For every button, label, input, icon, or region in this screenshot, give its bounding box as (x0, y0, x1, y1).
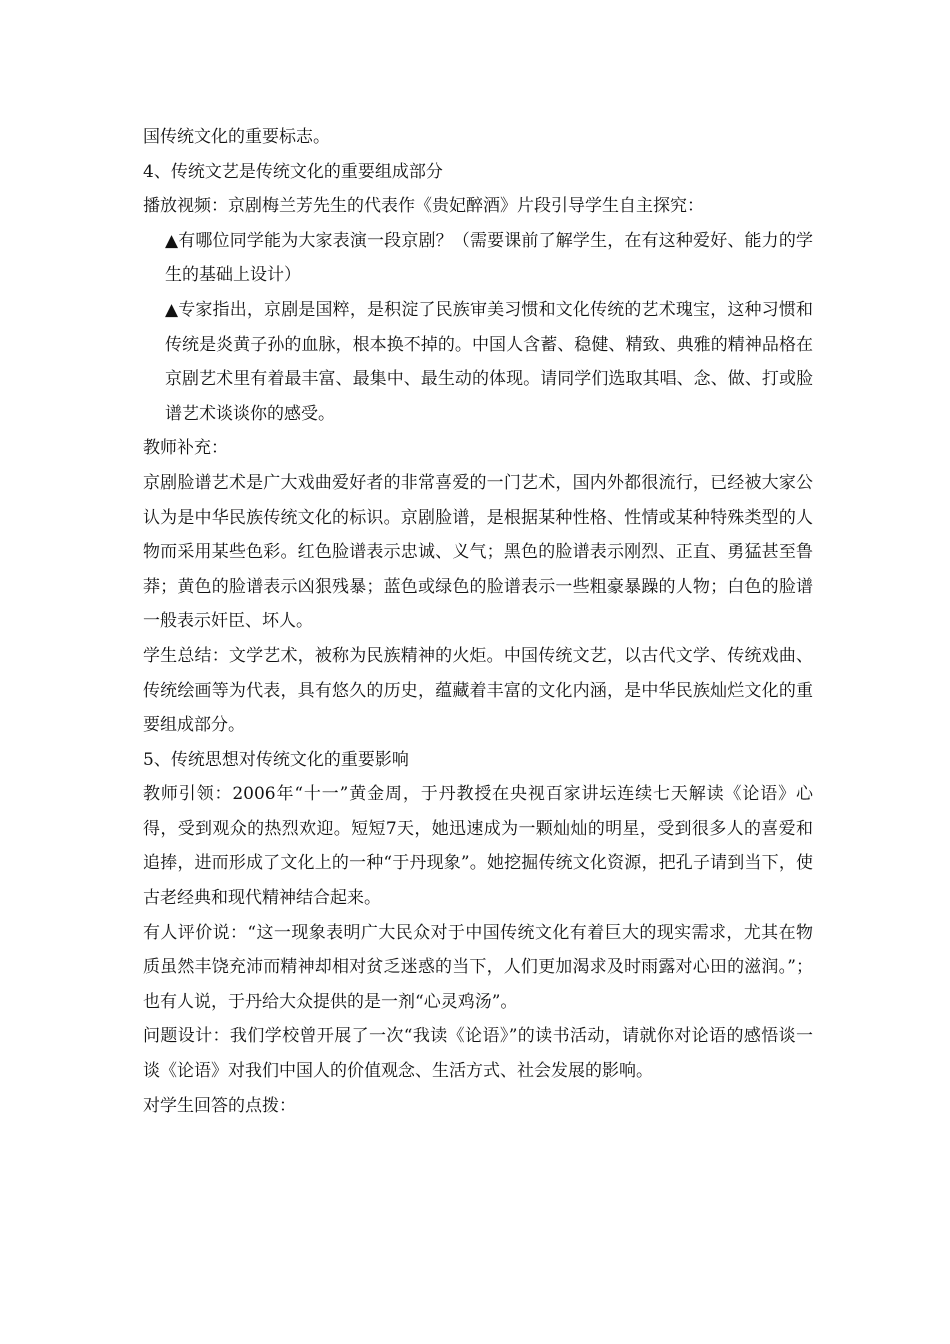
paragraph-teacher-guide: 教师引领：2006年“十一”黄金周，于丹教授在央视百家讲坛连续七天解读《论语》心得，受到观众的热烈欢迎。短短7天，她迅速成为一颗灿灿的明星，受到很多人的喜爱和追捧，进而形成了文化上的一种“于丹现象”。她挖掘传统文化资源，把孔子请到当下，使古老经典和现代精神结合起来。 (143, 784, 813, 909)
paragraph-student-summary: 学生总结：文学艺术，被称为民族精神的火炬。中国传统文艺，以古代文学、传统戏曲、传统绘画等为代表，具有悠久的历史，蕴藏着丰富的文化内涵，是中华民族灿烂文化的重要组成部分。 (143, 645, 813, 736)
paragraph-guidance-label: 对学生回答的点拨： (143, 1095, 296, 1116)
paragraph-1: 国传统文化的重要标志。 (143, 127, 330, 147)
document-body (143, 120, 813, 1123)
paragraph-video: 播放视频：京剧梅兰芳先生的代表作《贵妃醉酒》片段引导学生自主探究： (143, 196, 704, 217)
bullet-question-perform: ▲有哪位同学能为大家表演一段京剧？（需要课前了解学生，在有这种爱好、能力的学生的基础上设计） (165, 230, 813, 286)
bullet-expert-opinion: ▲专家指出，京剧是国粹，是积淀了民族审美习惯和文化传统的艺术瑰宝，这种习惯和传统是炎黄子孙的血脉，根本换不掉的。中国人含蓄、稳健、精致、典雅的精神品格在京剧艺术里有着最丰富、最集中、最生动的体现。请同学们选取其唱、念、做、打或脸谱艺术谈谈你的感受。 (165, 299, 813, 424)
paragraph-question-design: 问题设计：我们学校曾开展了一次“我读《论语》”的读书活动，请就你对论语的感悟谈一谈《论语》对我们中国人的价值观念、生活方式、社会发展的影响。 (143, 1026, 813, 1082)
paragraph-comments: 有人评价说：“这一现象表明广大民众对于中国传统文化有着巨大的现实需求，尤其在物质虽然丰饶充沛而精神却相对贫乏迷惑的当下，人们更加渴求及时雨露对心田的滋润。”；也有人说，于丹给大众提供的是一剂“心灵鸡汤”。 (143, 922, 813, 1012)
paragraph-facial-makeup: 京剧脸谱艺术是广大戏曲爱好者的非常喜爱的一门艺术，国内外都很流行，已经被大家公认为是中华民族传统文化的标识。京剧脸谱，是根据某种性格、性情或某种特殊类型的人物而采用某些色彩。红色脸谱表示忠诚、义气；黑色的脸谱表示刚烈、正直、勇猛甚至鲁莽；黄色的脸谱表示凶狠残暴；蓝色或绿色的脸谱表示一些粗豪暴躁的人物；白色的脸谱一般表示奸臣、坏人。 (143, 472, 813, 632)
section-heading-5: 5、传统思想对传统文化的重要影响 (143, 749, 409, 770)
section-heading-4: 4、传统文艺是传统文化的重要组成部分 (143, 161, 443, 182)
teacher-supplement-label: 教师补充： (143, 438, 228, 459)
